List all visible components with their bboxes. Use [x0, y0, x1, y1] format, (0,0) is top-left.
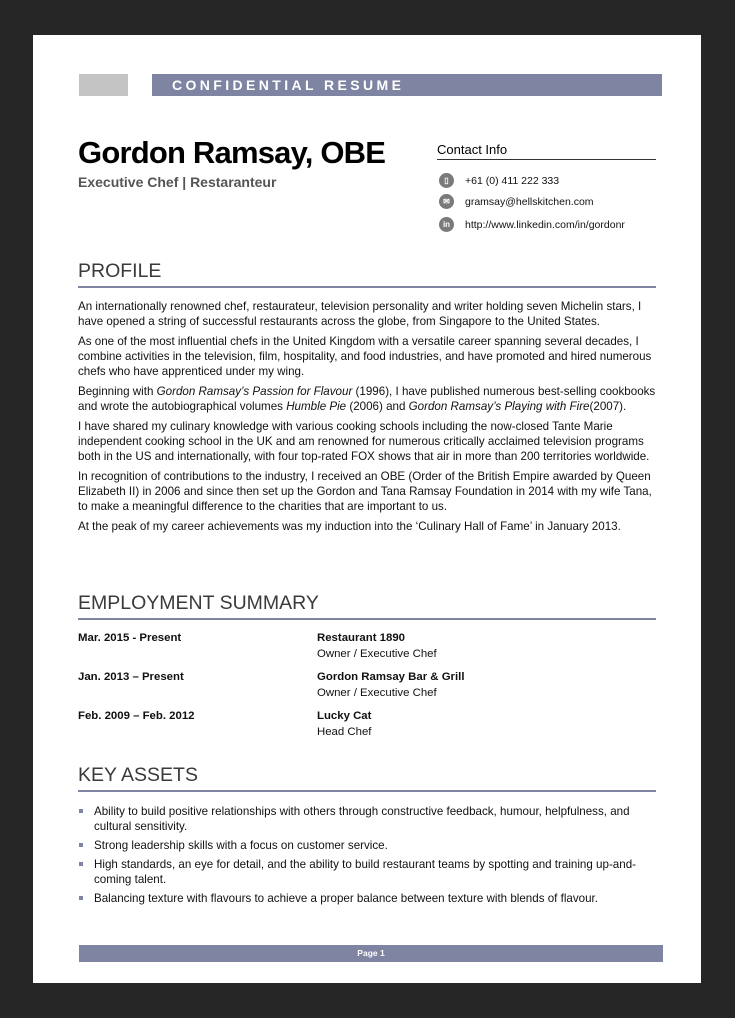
list-item — [78, 838, 660, 853]
key-assets-heading: KEY ASSETS — [78, 764, 198, 786]
book-title: Gordon Ramsay’s Playing with Fire — [408, 400, 590, 413]
bullet-icon — [79, 896, 83, 900]
contact-email-text[interactable]: gramsay@hellskitchen.com — [465, 195, 594, 208]
employment-heading: EMPLOYMENT SUMMARY — [78, 592, 319, 614]
employment-company: Gordon Ramsay Bar & Grill — [317, 671, 465, 683]
employment-rule — [78, 618, 656, 620]
employment-role: Head Chef — [317, 726, 372, 738]
employment-company: Lucky Cat — [317, 710, 372, 722]
profile-paragraph: In recognition of contributions to the industry, I received an OBE (Order of the British Empire awarded by Queen Elizabeth II) in 2006 and since then set up the Gordon and Tana Ramsay Foundation in 2014 with my wife Tana, to make a meaningful difference to the charities that are important to us. — [78, 470, 652, 513]
contact-info-heading: Contact Info — [437, 142, 656, 160]
key-assets-rule — [78, 790, 656, 792]
bullet-icon — [79, 843, 83, 847]
profile-paragraph — [78, 384, 658, 414]
confidential-banner: CONFIDENTIAL RESUME — [152, 74, 662, 96]
header-gray-block — [79, 74, 128, 96]
list-item-text: Ability to build positive relationships with others through constructive feedback, humour, helpfulness, and cultural sensitivity. — [94, 805, 630, 833]
list-item — [78, 891, 660, 906]
email-icon: ✉ — [439, 194, 454, 209]
list-item-text: High standards, an eye for detail, and the ability to build restaurant teams by spotting and training up-and-coming talent. — [94, 858, 637, 886]
profile-paragraph: At the peak of my career achievements was my induction into the ‘Culinary Hall of Fame’ in January 2013. — [78, 520, 621, 533]
contact-phone — [439, 173, 559, 188]
page-number-footer: Page 1 — [79, 945, 663, 962]
book-title: Humble Pie — [286, 400, 347, 413]
employment-date: Feb. 2009 – Feb. 2012 — [78, 710, 195, 722]
list-item — [78, 857, 660, 887]
profile-paragraph: An internationally renowned chef, restaurateur, television personality and writer holding seven Michelin stars, I have opened a string of successful restaurants across the globe, from Singapore to the United States. — [78, 300, 642, 328]
contact-phone-text: +61 (0) 411 222 333 — [465, 174, 560, 187]
profile-paragraph: I have shared my culinary knowledge with various cooking schools including the now-closed Tante Marie independent cooking school in the UK and am renowned for numerous critically acclaimed television programs both in the US and internationally, with four top-rated FOX shows that air in more than 200 territories worldwide. — [78, 420, 650, 463]
employment-date: Jan. 2013 – Present — [78, 671, 184, 683]
linkedin-icon: in — [439, 217, 454, 232]
profile-text-run: (1996), I have published numerous best-selling cookbooks and wrote the autobiographical volumes — [78, 385, 656, 413]
contact-linkedin-text[interactable]: http://www.linkedin.com/in/gordonr — [465, 218, 625, 231]
profile-text — [78, 299, 658, 539]
candidate-title: Executive Chef | Restaranteur — [78, 174, 277, 190]
bullet-icon — [79, 862, 83, 866]
employment-company: Restaurant 1890 — [317, 632, 406, 644]
employment-role: Owner / Executive Chef — [317, 687, 437, 699]
book-title: Gordon Ramsay’s Passion for Flavour — [156, 385, 353, 398]
contact-email[interactable] — [439, 194, 594, 209]
list-item — [78, 804, 660, 834]
profile-text-run: (2006) and — [346, 400, 409, 413]
profile-rule — [78, 286, 656, 288]
employment-date: Mar. 2015 - Present — [78, 632, 182, 644]
phone-icon: ▯ — [439, 173, 454, 188]
key-assets-list — [78, 804, 660, 910]
profile-paragraph: As one of the most influential chefs in the United Kingdom with a versatile career spanning several decades, I combine activities in the television, film, hospitality, and food industries, and have promoted and hired numerous chefs who have apprenticed under my wing. — [78, 335, 652, 378]
profile-text-run: Beginning with — [78, 385, 157, 398]
resume-page — [33, 35, 701, 983]
list-item-text: Balancing texture with flavours to achieve a proper balance between texture with blends of flavour. — [94, 892, 598, 905]
list-item-text: Strong leadership skills with a focus on customer service. — [94, 839, 388, 852]
employment-role: Owner / Executive Chef — [317, 648, 437, 660]
contact-linkedin[interactable] — [439, 217, 625, 232]
profile-text-run: (2007). — [589, 400, 627, 413]
candidate-name: Gordon Ramsay, OBE — [78, 135, 386, 170]
bullet-icon — [79, 809, 83, 813]
profile-heading: PROFILE — [78, 260, 162, 282]
